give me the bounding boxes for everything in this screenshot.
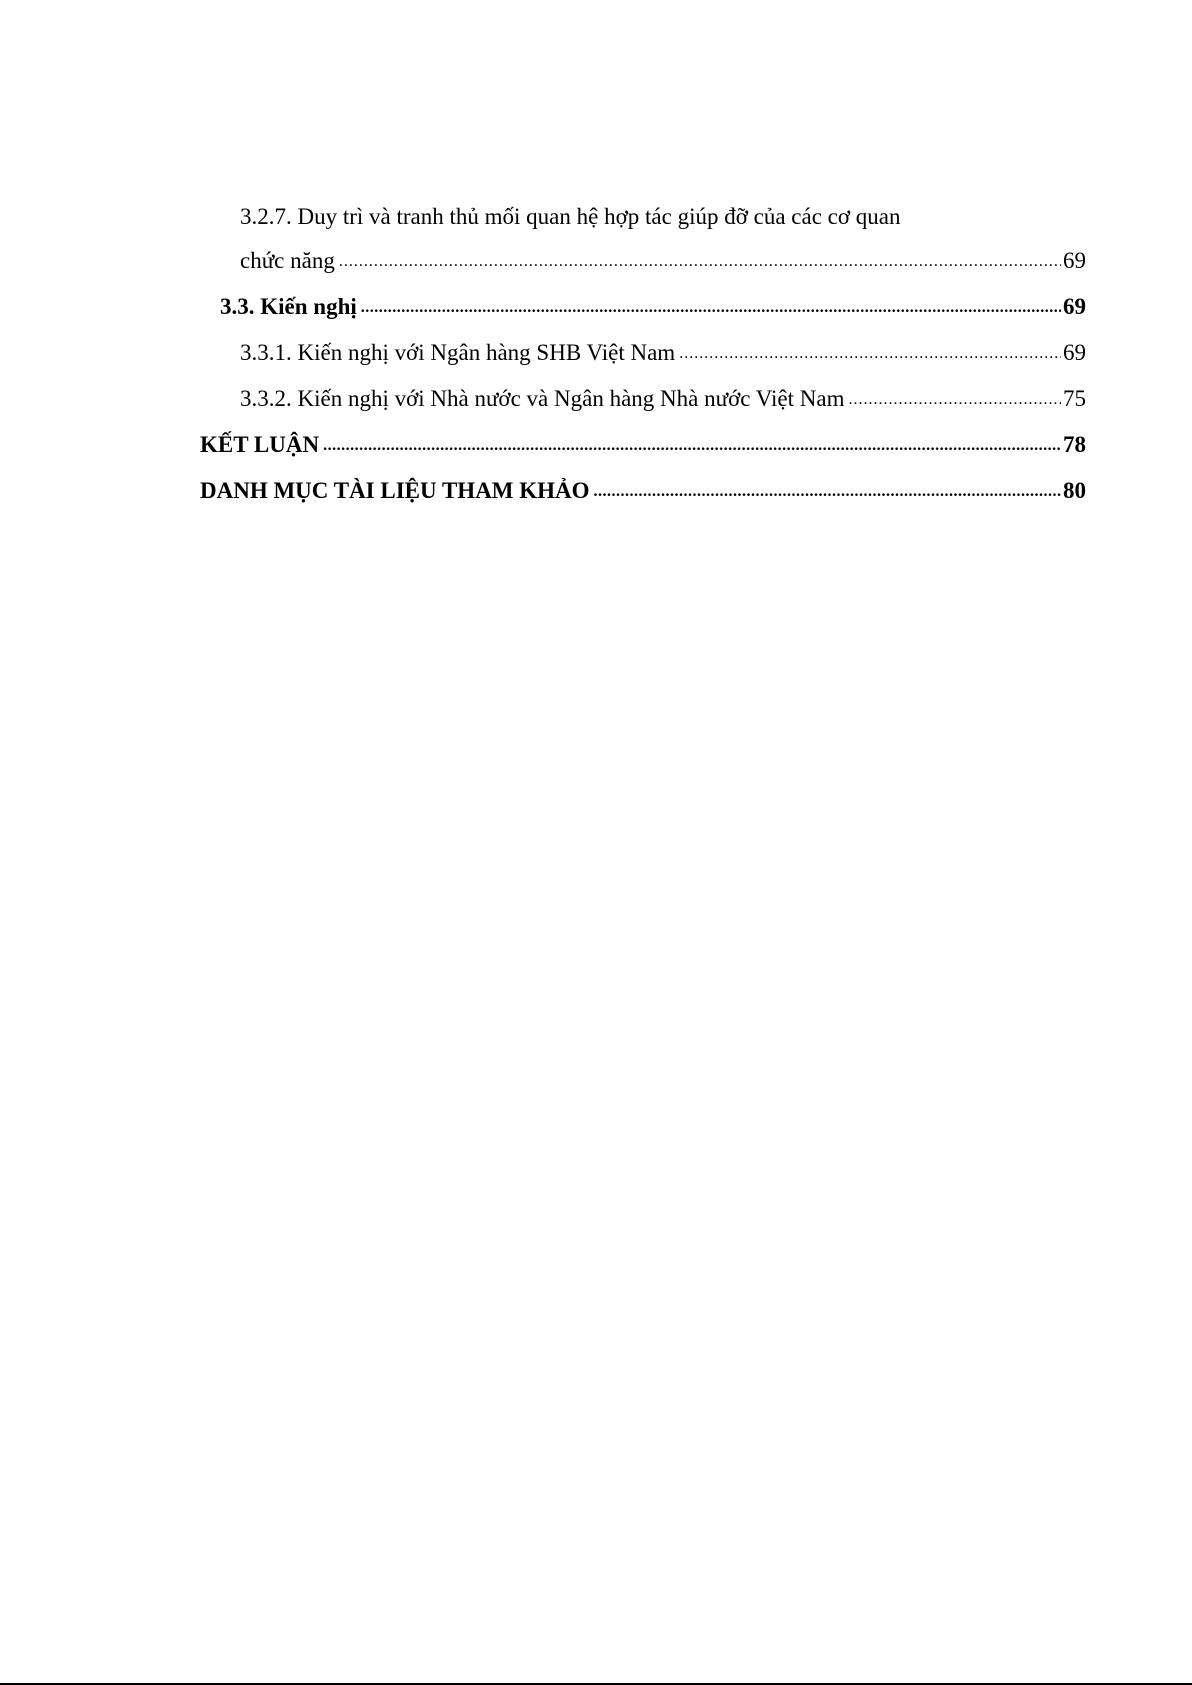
toc-entry-3-3[interactable] [200,284,1086,330]
toc-entry-title: 3.3.2. Kiến nghị với Nhà nước và Ngân hàng Nhà nước Việt Nam [240,386,845,411]
toc-page-number: 80 [1063,478,1086,503]
toc-entry-title: chức năng [240,248,335,273]
toc-entry-3-3-1[interactable] [200,330,1086,376]
toc-entry-3-2-7-continued[interactable] [200,238,1086,284]
toc-page-number: 69 [1063,340,1086,365]
toc-entry-3-3-2[interactable] [200,376,1086,422]
toc-page-number: 69 [1063,248,1086,273]
toc-page-number: 69 [1063,294,1086,319]
toc-entry-title: DANH MỤC TÀI LIỆU THAM KHẢO [200,478,590,503]
toc-entry-references[interactable] [200,468,1086,514]
toc-entry-title: 3.3. Kiến nghị [220,294,357,319]
toc-page-number: 75 [1063,386,1086,411]
toc-entry-3-2-7[interactable] [200,196,1086,238]
toc-entry-title: 3.3.1. Kiến nghị với Ngân hàng SHB Việt Nam [240,340,676,365]
dot-leader [323,423,1061,469]
dot-leader [361,285,1061,331]
dot-leader [679,331,1061,377]
toc-entry-title: KẾT LUẬN [200,432,320,457]
dot-leader [848,377,1061,423]
dot-leader [594,469,1061,515]
toc-page-number: 78 [1063,432,1086,457]
dot-leader [339,239,1061,285]
toc-entry-title: 3.2.7. Duy trì và tranh thủ mối quan hệ hợp tác giúp đỡ của các cơ quan [240,204,901,229]
toc-entry-ket-luan[interactable] [200,422,1086,468]
table-of-contents [200,196,1086,514]
